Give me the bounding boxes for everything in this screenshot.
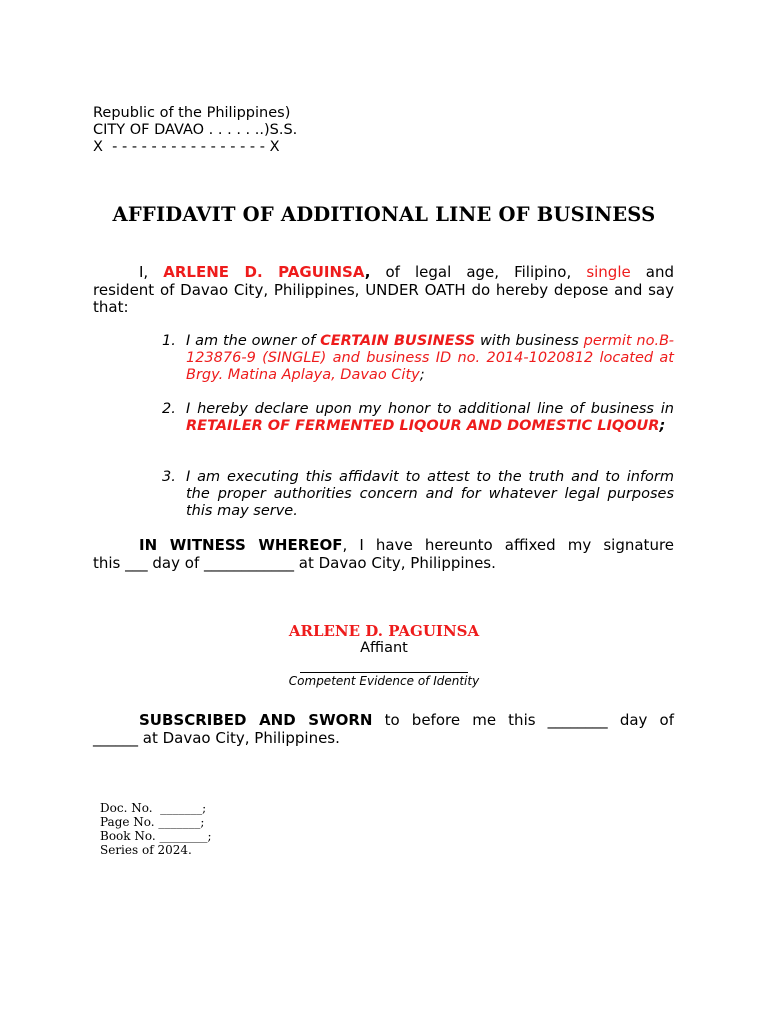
affiant-label: Affiant xyxy=(360,640,408,656)
series-year: Series of 2024. xyxy=(100,843,192,857)
intro-prefix: I, xyxy=(139,263,149,281)
intro-and: and xyxy=(630,263,675,281)
witness-text: , I have hereunto affixed my signature xyxy=(342,536,675,554)
affiant-signature-name: ARLENE D. PAGUINSA xyxy=(288,622,480,640)
book-no: Book No. ________; xyxy=(100,829,212,843)
jurat-line-2: ______ at Davao City, Philippines. xyxy=(93,728,340,747)
intro-comma: , xyxy=(364,263,371,281)
item-text: I am executing this affidavit to attest to the truth and to inform the proper authorities concern and for whatever legal purposes this may serve. xyxy=(186,469,674,519)
item-body xyxy=(186,401,674,435)
venue-republic: Republic of the Philippines) xyxy=(93,105,291,121)
list-item xyxy=(162,401,674,435)
affiant-name-intro: ARLENE D. PAGUINSA xyxy=(163,263,365,281)
additional-line-of-business: RETAILER OF FERMENTED LIQOUR AND DOMESTIC LIQOUR xyxy=(186,418,660,434)
intro-first-line xyxy=(93,264,674,282)
intro-mid: of legal age, Filipino, xyxy=(370,263,587,281)
business-name: CERTAIN BUSINESS xyxy=(320,333,476,349)
venue-city: CITY OF DAVAO . . . . . ..)S.S. xyxy=(93,122,298,138)
item-text: with business xyxy=(475,333,584,349)
item-number: 1. xyxy=(162,333,176,349)
witness-paragraph xyxy=(93,537,674,572)
page-no: Page No. _______; xyxy=(100,815,205,829)
list-item xyxy=(162,469,674,520)
intro-rest: resident of Davao City, Philippines, UNDER OATH do hereby depose and say that: xyxy=(93,280,674,316)
item-end: ; xyxy=(659,418,666,434)
jurat-heading: SUBSCRIBED AND SWORN xyxy=(139,711,373,729)
jurat-text: to before me this ________ day of xyxy=(372,711,674,729)
venue-separator: X - - - - - - - - - - - - - - - - X xyxy=(93,139,280,155)
jurat-line-1 xyxy=(93,712,674,730)
competent-evidence-label: Competent Evidence of Identity xyxy=(288,674,480,688)
item-number: 2. xyxy=(162,401,176,417)
jurat-paragraph xyxy=(93,712,674,747)
item-text: I hereby declare upon my honor to additional line of business in xyxy=(186,401,674,417)
list-item xyxy=(162,333,674,384)
witness-heading: IN WITNESS WHEREOF xyxy=(139,536,343,554)
item-body xyxy=(186,469,674,520)
notarial-register xyxy=(100,801,212,857)
document-title: AFFIDAVIT OF ADDITIONAL LINE OF BUSINESS xyxy=(112,203,656,226)
venue-block xyxy=(93,105,297,156)
item-end: ; xyxy=(419,367,425,383)
evidence-line xyxy=(300,672,468,673)
witness-line-1 xyxy=(93,537,674,555)
doc-no: Doc. No. _______; xyxy=(100,801,207,815)
item-text: I am the owner of xyxy=(186,333,321,349)
item-body xyxy=(186,333,674,384)
civil-status: single xyxy=(586,263,631,281)
intro-paragraph xyxy=(93,264,674,317)
witness-line-2: this ___ day of ____________ at Davao City, Philippines. xyxy=(93,553,496,572)
item-number: 3. xyxy=(162,469,176,485)
permit-details: permit no.B-123876-9 (SINGLE) and business ID no. 2014-1020812 located at Brgy. Matina Aplaya, Davao City xyxy=(186,333,674,383)
